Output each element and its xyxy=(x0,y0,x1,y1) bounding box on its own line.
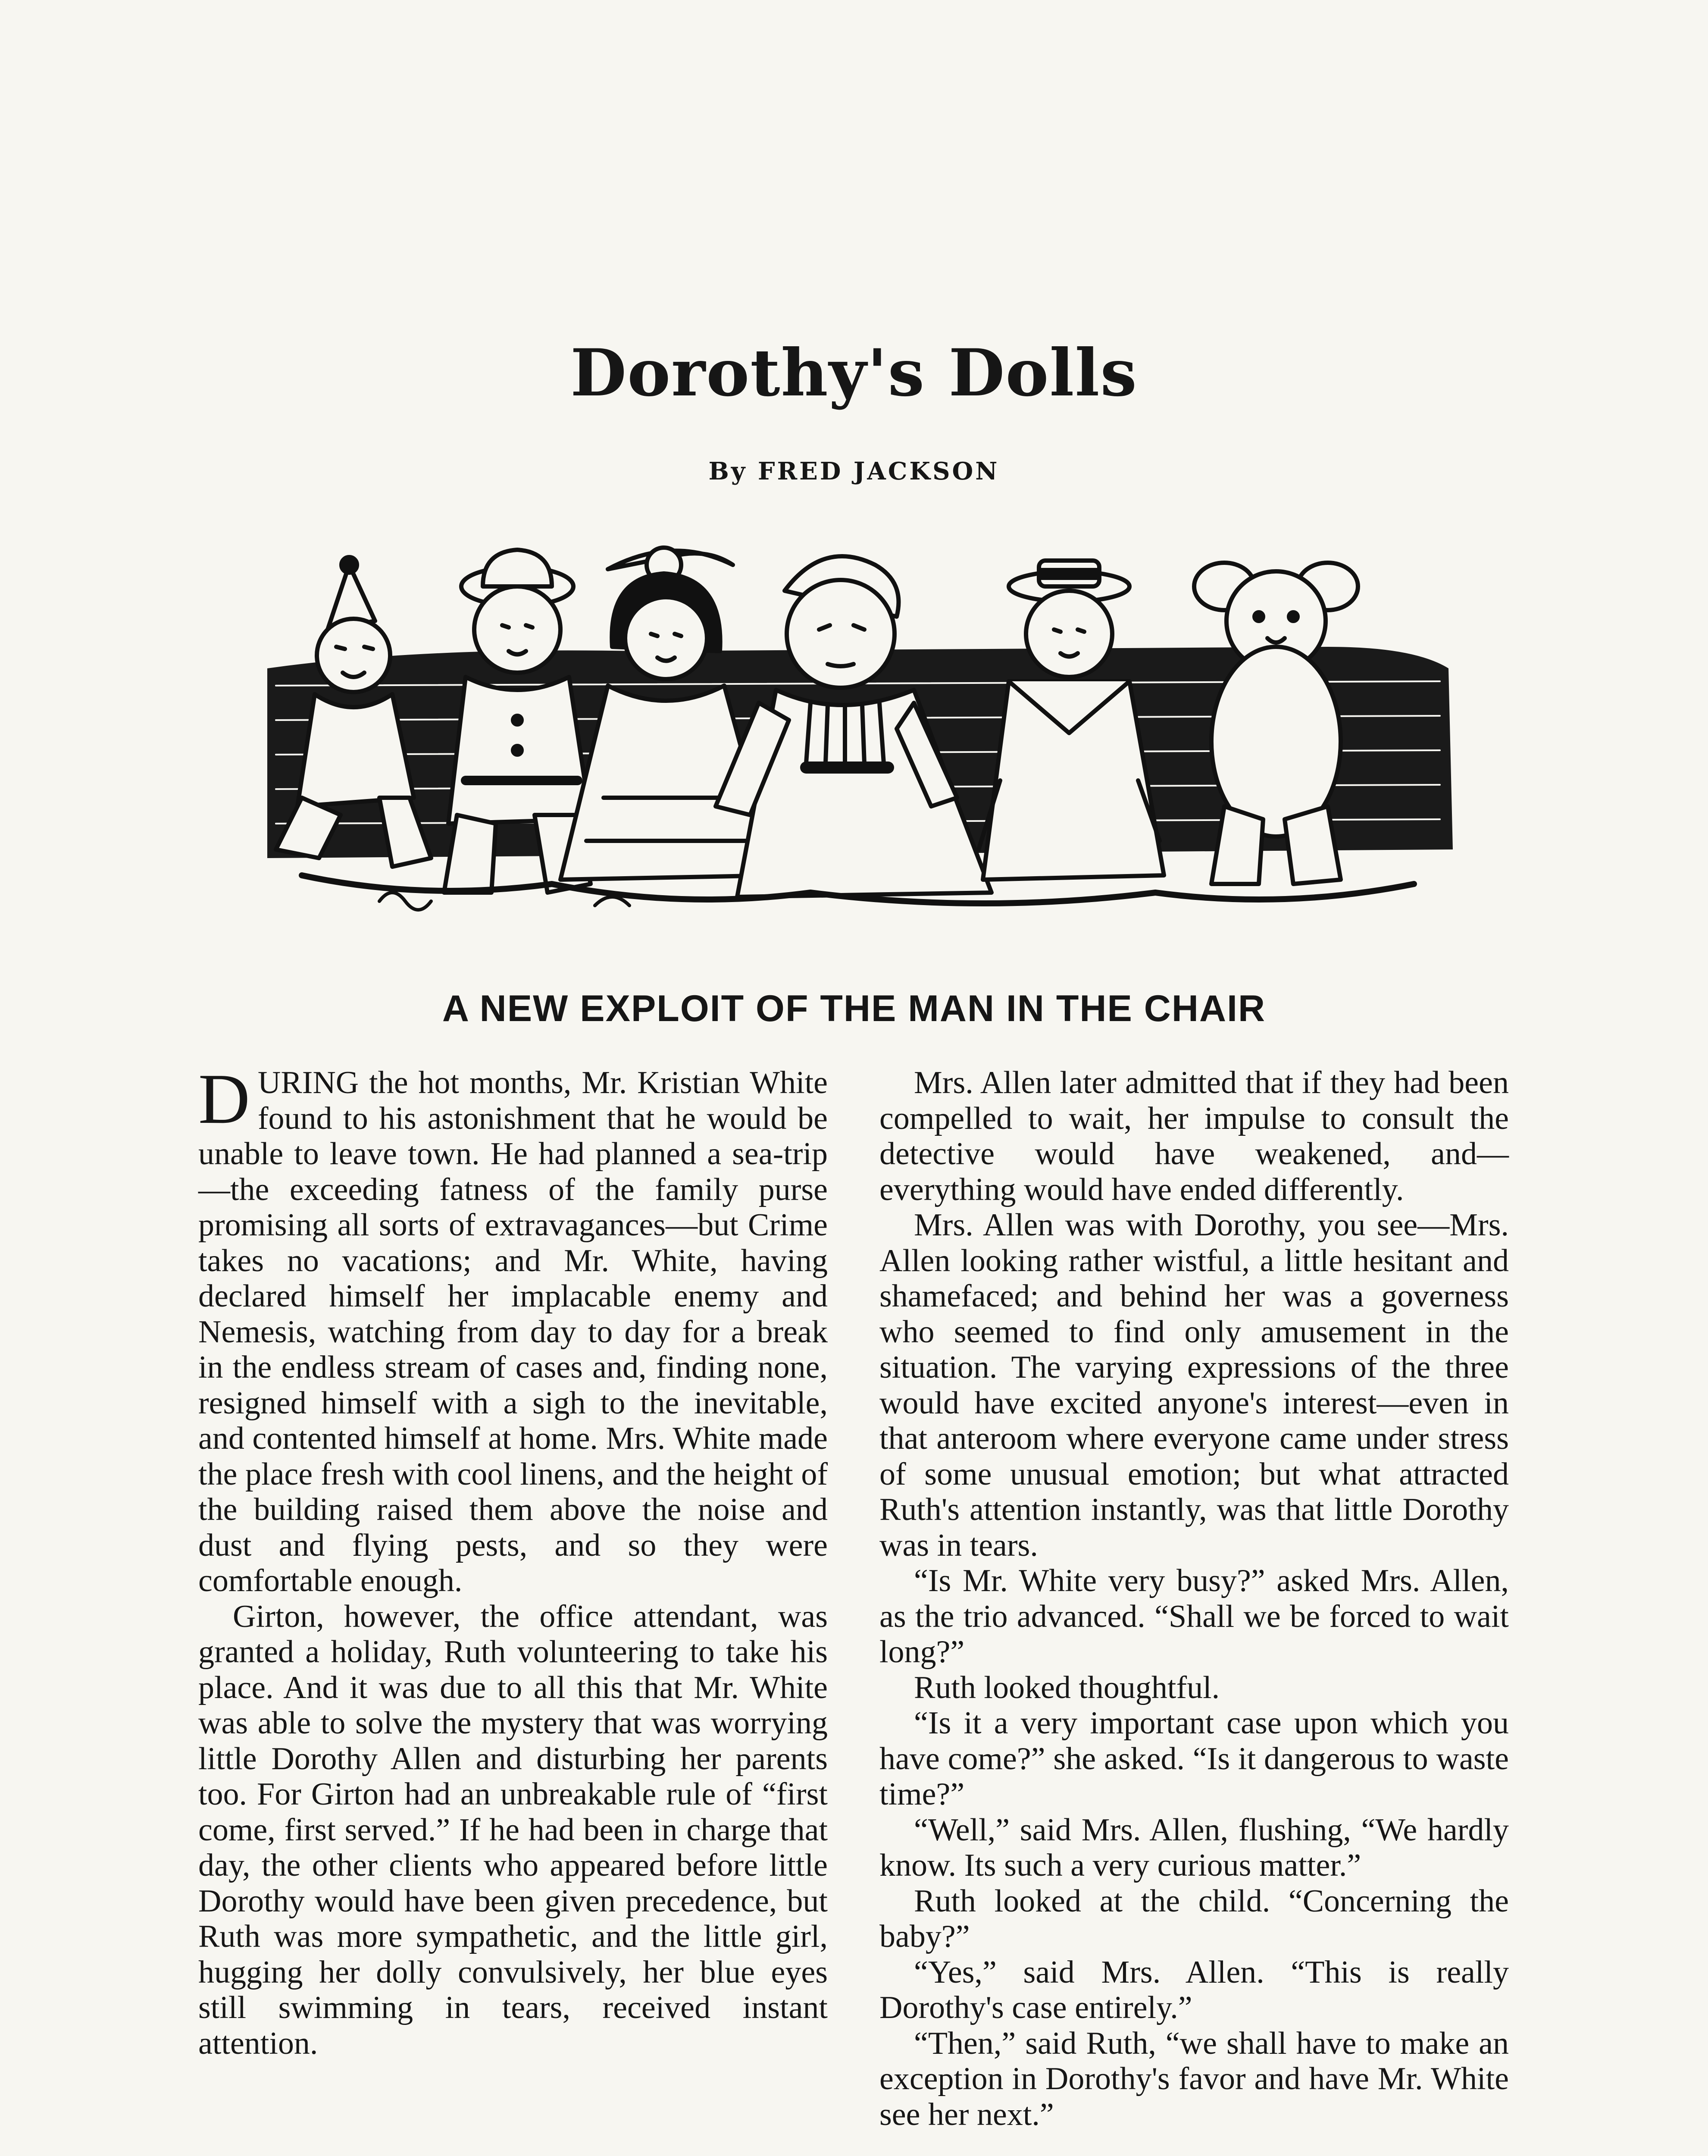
author-byline: By FRED JACKSON xyxy=(708,457,1000,486)
article-paragraph: “Is it a very important case upon which you have come?” she asked. “Is it dangerous to waste time?” xyxy=(879,1705,1509,1812)
drop-cap: D xyxy=(198,1059,250,1138)
story-subtitle: A NEW EXPLOIT OF THE MAN IN THE CHAIR xyxy=(442,988,1266,1029)
article-paragraph: DURING the hot months, Mr. Kristian White found to his astonishment that he would be unable to leave town. He had planned a sea-trip—the exceeding fatness of the family purse promising all sorts of extravagances—but Crime takes no vacations; and Mr. White, having declared himself her implacable enemy and Nemesis, watching from day to day for a break in the endless stream of cases and, finding none, resigned himself with a sigh to the inevitable, and contented himself at home. Mrs. White made the place fresh with cool linens, and the height of the building raised them above the noise and dust and flying pests, and so they were comfortable enough. xyxy=(198,1059,828,1598)
story-title: Dorothy's Dolls xyxy=(570,335,1138,411)
article-paragraph: Ruth looked thoughtful. xyxy=(914,1670,1220,1705)
article-paragraph: Mrs. Allen was with Dorothy, you see—Mrs. Allen looking rather wistful, a little hesitant and shamefaced; and behind her was a governess who seemed to find only amusement in the situation. The varying expressions of the three would have excited anyone's interest—even in that anteroom where everyone came under stress of some unusual emotion; but what attracted Ruth's attention instantly, was that little Dorothy was in tears. xyxy=(879,1207,1509,1563)
article-paragraph: “Well,” said Mrs. Allen, flushing, “We hardly know. Its such a very curious matter.” xyxy=(879,1812,1509,1883)
article-paragraph: Ruth looked at the child. “Concerning the baby?” xyxy=(879,1883,1509,1954)
article-paragraph: Mrs. Allen later admitted that if they had been compelled to wait, her impulse to consult the detective would have weakened, and—everything would have ended differently. xyxy=(879,1065,1509,1207)
article-paragraph: “Then,” said Ruth, “we shall have to make an exception in Dorothy's favor and have Mr. White see her next.” xyxy=(879,2025,1509,2132)
article-right-column xyxy=(879,1065,1509,2132)
article-left-column xyxy=(198,1059,828,2061)
article-paragraph: “Yes,” said Mrs. Allen. “This is really Dorothy's case entirely.” xyxy=(879,1954,1509,2025)
dolls-illustration xyxy=(250,539,1466,936)
article-paragraph: “Is Mr. White very busy?” asked Mrs. Allen, as the trio advanced. “Shall we be forced to wait long?” xyxy=(879,1563,1509,1670)
article-paragraph: Girton, however, the office attendant, was granted a holiday, Ruth volunteering to take his place. And it was due to all this that Mr. White was able to solve the mystery that was worrying little Dorothy Allen and disturbing her parents too. For Girton had an unbreakable rule of “first come, first served.” If he had been in charge that day, the other clients who appeared before little Dorothy would have been given precedence, but Ruth was more sympathetic, and the little girl, hugging her dolly convulsively, her blue eyes still swimming in tears, received instant attention. xyxy=(198,1598,828,2061)
